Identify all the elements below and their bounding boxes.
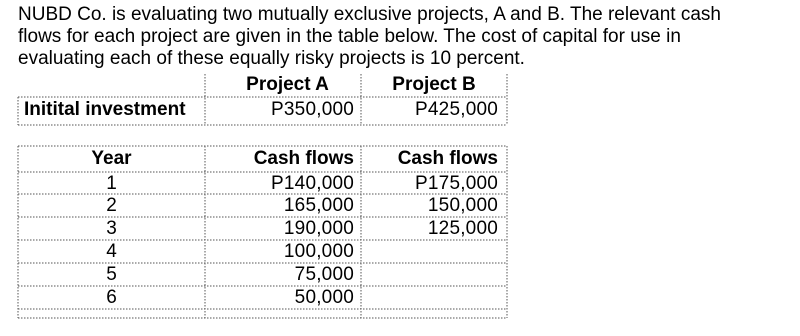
header-cash-flows-b: Cash flows [397, 148, 498, 169]
initial-investment-a: P350,000 [271, 99, 354, 120]
cash-flow-b-cell: 150,000 [427, 195, 498, 216]
cash-flow-a-cell: P140,000 [271, 173, 354, 194]
cash-flow-b-cell: P175,000 [415, 173, 498, 194]
year-cell: 4 [106, 241, 117, 262]
year-cell: 1 [106, 173, 117, 194]
header-cash-flows-a: Cash flows [253, 148, 354, 169]
cash-flow-a-cell: 190,000 [283, 218, 354, 239]
cash-flow-a-cell: 75,000 [294, 264, 354, 285]
problem-line-1: NUBD Co. is evaluating two mutually exclusive projects, A and B. The relevant cash [18, 4, 721, 25]
cash-flow-b-cell: 125,000 [427, 218, 498, 239]
cash-flow-a-cell: 100,000 [283, 241, 354, 262]
year-cell: 5 [106, 264, 117, 285]
initial-investment-label: Initital investment [24, 99, 186, 120]
header-project-a: Project A [246, 74, 329, 95]
initial-investment-b: P425,000 [415, 99, 498, 120]
cash-flow-a-cell: 50,000 [294, 287, 354, 308]
cash-flow-a-cell: 165,000 [283, 195, 354, 216]
year-cell: 6 [106, 287, 117, 308]
year-cell: 3 [106, 218, 117, 239]
year-cell: 2 [106, 195, 117, 216]
header-project-b: Project B [392, 74, 476, 95]
problem-line-2: flows for each project are given in the table below. The cost of capital for use in [18, 26, 681, 47]
problem-line-3: evaluating each of these equally risky projects is 10 percent. [18, 48, 525, 69]
header-year: Year [91, 148, 132, 169]
